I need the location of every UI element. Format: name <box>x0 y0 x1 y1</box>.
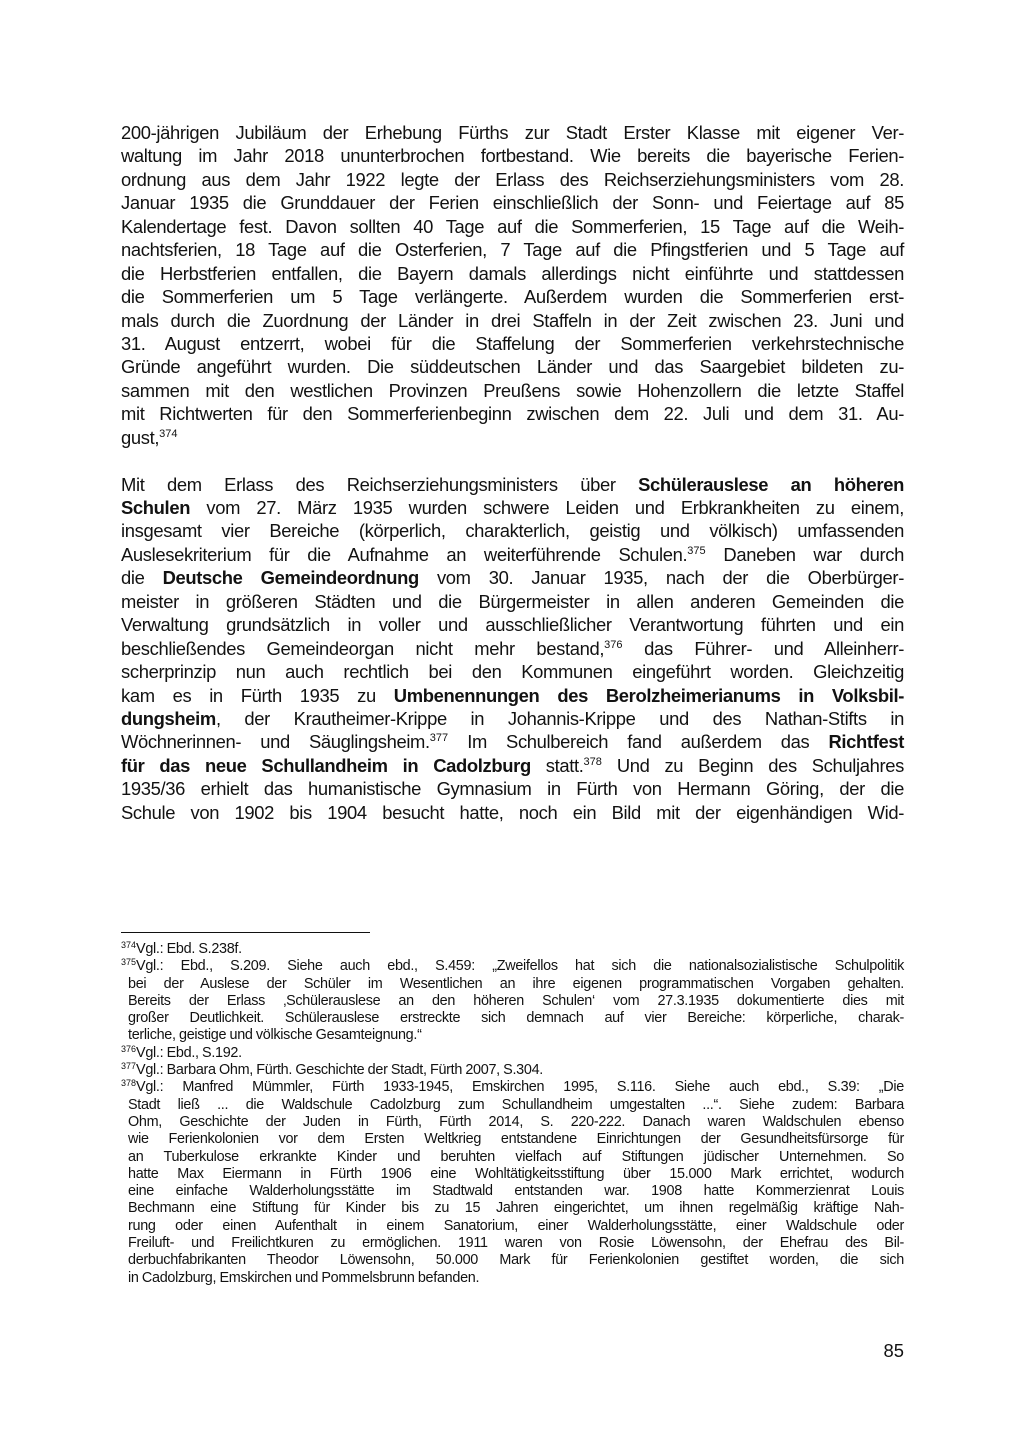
footnote-text: derbuchfabrikanten Theodor Löwensohn, 50.000 Mark für Ferienkolonien gestiftet worden, die sich <box>128 1252 904 1269</box>
text-line <box>121 285 904 308</box>
footnote-377 <box>121 1062 904 1079</box>
footnote-line <box>121 1252 904 1269</box>
footnote-ref[interactable]: 378 <box>583 755 602 768</box>
footnote-line <box>121 941 904 958</box>
text-line <box>121 590 904 613</box>
footnote-line <box>121 1270 904 1287</box>
footnote-text: Vgl.: Ebd. S.238f. <box>136 941 242 957</box>
footnote-375 <box>121 958 904 1044</box>
footnote-line <box>121 1218 904 1235</box>
text-run: gust, <box>121 426 160 448</box>
footnote-ref[interactable]: 377 <box>429 732 449 745</box>
text-run: Auslesekriterium für die Aufnahme an weiterführende Schulen. <box>121 543 688 565</box>
text-line <box>121 730 904 753</box>
text-run: die <box>121 567 163 589</box>
text-run: beschließendes Gemeindeorgan nicht mehr bestand, <box>121 637 605 659</box>
footnote-line <box>121 1200 904 1217</box>
footnote-text: Vgl.: Manfred Mümmler, Fürth 1933-1945, Emskirchen 1995, S.116. Siehe auch ebd., S.39: „Die <box>136 1079 904 1096</box>
text-run: Januar 1935 die Grunddauer der Ferien einschließlich der Sonn- und Feiertage auf 85 <box>121 192 904 214</box>
text-line <box>121 355 904 378</box>
footnote-line <box>121 1045 904 1062</box>
text-line <box>121 754 904 777</box>
footnote-text: Vgl.: Ebd., S.192. <box>136 1044 242 1061</box>
text-run: Mit dem Erlass des Reichserziehungsministers über <box>121 473 639 495</box>
text-line <box>121 519 904 542</box>
footnote-number: 377 <box>121 1061 137 1072</box>
footnote-378 <box>121 1079 904 1287</box>
footnote-text: rung oder einen Aufenthalt in einem Sanatorium, einer Walderholungsstätte, einer Waldschule oder <box>128 1217 904 1234</box>
text-run: scherprinzip nun auch rechtlich bei den Kommunen eingeführt worden. Gleichzeitig <box>121 661 904 683</box>
text-run: vom 30. Januar 1935, nach der die Oberbürger- <box>418 567 904 589</box>
text-line <box>121 309 904 332</box>
bold-term: Schulen <box>121 497 191 518</box>
bold-term: Schülerauslese an höheren <box>638 473 904 495</box>
footnote-text: terliche, geistige und völkische Gesamteignung.“ <box>128 1027 422 1044</box>
footnote-line <box>121 1062 904 1079</box>
footnote-text: Ohm, Geschichte der Juden in Fürth, Fürth 2014, S. 220-222. Danach waren Waldschulen ebenso <box>128 1113 904 1130</box>
bold-term: dungsheim <box>121 707 216 729</box>
footnote-text: an Tuberkulose erkrankte Kinder und beruhten vielfach auf Stiftungen jüdischer Unternehmen. So <box>128 1148 904 1165</box>
text-line <box>121 801 904 824</box>
text-run: Im Schulbereich fand außerdem das <box>448 731 829 753</box>
text-run: sammen mit den westlichen Provinzen Preußens sowie Hohenzollern die letzte Staffel <box>121 379 904 401</box>
text-run: mit Richtwerten für den Sommerferienbeginn zwischen dem 22. Juli und dem 31. Au- <box>121 403 904 425</box>
text-run: vom 27. März 1935 wurden schwere Leiden und Erbkrankheiten zu einem, <box>190 497 904 518</box>
footnote-number: 375 <box>121 957 137 968</box>
text-line <box>121 168 904 191</box>
footnote-number: 378 <box>121 1078 137 1089</box>
footnote-text: Bereits der Erlass ‚Schülerauslese an den höheren Schulen‘ vom 27.3.1935 dokumentierte dies mit <box>128 992 904 1009</box>
footnote-line <box>121 993 904 1010</box>
footnote-line <box>121 1114 904 1131</box>
footnote-text: Stadt ließ ... die Waldschule Cadolzburg zum Schullandheim umgestalten ...“. Siehe zudem: Barbara <box>128 1096 904 1113</box>
footnote-text: bei der Auslese der Schüler im Wesentlichen an ihre eigenen programmatischen Vorgaben gehalten. <box>128 975 904 992</box>
footnote-text: Bechmann eine Stiftung für Kinder bis zu 15 Jahren eingerichtet, um ihnen regelmäßig kräftige Nah- <box>128 1200 904 1217</box>
text-run: Daneben war durch <box>705 543 904 565</box>
text-line <box>121 191 904 214</box>
text-line <box>121 566 904 589</box>
bold-term: Deutsche Gemeindeordnung <box>162 567 419 589</box>
text-line <box>121 121 904 144</box>
footnote-text: wie Ferienkolonien vor dem Ersten Weltkrieg entstandene Einrichtungen der Gesundheitsfürsorge für <box>128 1131 904 1148</box>
paragraph <box>121 121 904 449</box>
footnote-line <box>121 1027 904 1044</box>
footnote-line <box>121 1097 904 1114</box>
text-run: Verwaltung grundsätzlich in voller und ausschließlicher Verantwortung führten und ein <box>121 614 904 636</box>
footnote-line <box>121 1183 904 1200</box>
text-run: Wöchnerinnen- und Säuglingsheim. <box>121 731 430 753</box>
text-run: 200-jährigen Jubiläum der Erhebung Fürths zur Stadt Erster Klasse mit eigener Ver- <box>121 122 904 143</box>
footnote-374 <box>121 941 904 958</box>
footnote-number: 374 <box>121 940 137 950</box>
text-run: meister in größeren Städten und die Bürgermeister in allen anderen Gemeinden die <box>121 590 904 612</box>
bold-term: für das neue Schullandheim in Cadolzburg <box>121 754 531 776</box>
footnote-text: Freiluft- und Freilichtkuren zu ermöglichen. 1911 waren von Rosie Löwensohn, der Ehefrau des Bil- <box>128 1235 904 1252</box>
text-line <box>121 777 904 800</box>
footnote-line <box>121 958 904 975</box>
text-line <box>121 426 904 449</box>
text-run: die Sommerferien um 5 Tage verlängerte. Außerdem wurden die Sommerferien erst- <box>121 286 904 308</box>
text-run: Schule von 1902 bis 1904 besucht hatte, noch ein Bild mit der eigenhändigen Wid- <box>121 801 904 823</box>
text-line <box>121 660 904 683</box>
paragraph <box>121 473 904 825</box>
text-line <box>121 684 904 707</box>
text-run: 31. August entzerrt, wobei für die Staffelung der Sommerferien verkehrstechnische <box>121 332 904 354</box>
text-run: die Herbstferien entfallen, die Bayern damals allerdings nicht einführte und stattdessen <box>121 262 904 284</box>
footnote-line <box>121 976 904 993</box>
footnote-line <box>121 1166 904 1183</box>
text-line <box>121 238 904 261</box>
footnote-ref[interactable]: 374 <box>159 427 178 440</box>
text-line <box>121 215 904 238</box>
text-run: mals durch die Zuordnung der Länder in drei Staffeln in der Zeit zwischen 23. Juni und <box>121 309 904 331</box>
footnote-text: großer Deutlichkeit. Schülerauslese erstreckte sich demnach auf vier Bereiche: körperliche, charak- <box>128 1010 904 1027</box>
text-run: nachtsferien, 18 Tage auf die Osterferien, 7 Tage auf die Pfingstferien und 5 Tage auf <box>121 239 904 261</box>
text-line <box>121 332 904 355</box>
footnote-line <box>121 1010 904 1027</box>
text-run: das Führer- und Alleinherr- <box>622 637 904 659</box>
footnote-376 <box>121 1045 904 1062</box>
text-run: , der Krautheimer-Krippe in Johannis-Krippe und des Nathan-Stifts in <box>215 707 904 729</box>
footnote-line <box>121 1079 904 1096</box>
text-run: Kalendertage fest. Davon sollten 40 Tage auf die Sommerferien, 15 Tage auf die Weih- <box>121 215 904 237</box>
text-line <box>121 707 904 730</box>
bold-term: Richtfest <box>828 731 904 753</box>
footnote-text: Vgl.: Ebd., S.209. Siehe auch ebd., S.459: „Zweifellos hat sich die nationalsozialistische Schulpolitik <box>136 958 904 975</box>
text-line <box>121 402 904 425</box>
text-run: waltung im Jahr 2018 ununterbrochen fortbestand. Wie bereits die bayerische Ferien- <box>121 145 904 167</box>
footnote-ref[interactable]: 376 <box>604 638 623 651</box>
text-run: kam es in Fürth 1935 zu <box>121 684 394 706</box>
footnote-text: eine einfache Walderholungsstätte im Stadtwald entstanden war. 1908 hatte Kommerzienrat Louis <box>128 1183 904 1200</box>
text-line <box>121 379 904 402</box>
footnote-ref[interactable]: 375 <box>687 544 706 557</box>
footnote-line <box>121 1131 904 1148</box>
text-line <box>121 637 904 660</box>
footnotes <box>121 941 904 1287</box>
text-run: statt. <box>530 754 584 776</box>
text-run: Gründe angeführt wurden. Die süddeutschen Länder und das Saargebiet bildeten zu- <box>121 356 904 378</box>
footnote-line <box>121 1149 904 1166</box>
text-line <box>121 473 904 496</box>
main-text <box>121 121 904 824</box>
text-line <box>121 543 904 566</box>
text-line <box>121 262 904 285</box>
footnote-text: Vgl.: Barbara Ohm, Fürth. Geschichte der Stadt, Fürth 2007, S.304. <box>136 1062 543 1079</box>
page-number: 85 <box>883 1340 904 1361</box>
text-run: insgesamt vier Bereiche (körperlich, charakterlich, geistig und völkisch) umfassenden <box>121 520 904 542</box>
footnote-text: in Cadolzburg, Emskirchen und Pommelsbrunn befanden. <box>128 1269 480 1286</box>
text-run: 1935/36 erhielt das humanistische Gymnasium in Fürth von Hermann Göring, der die <box>121 778 904 800</box>
bold-term: Umbenennungen des Berolzheimerianums in Volksbil- <box>393 684 905 706</box>
footnote-number: 376 <box>121 1043 137 1054</box>
text-run: ordnung aus dem Jahr 1922 legte der Erlass des Reichserziehungsministers vom 28. <box>121 168 904 190</box>
text-line <box>121 496 904 519</box>
text-run: Und zu Beginn des Schuljahres <box>601 754 904 776</box>
footnote-separator <box>121 932 370 933</box>
text-line <box>121 144 904 167</box>
footnote-text: hatte Max Eiermann in Fürth 1906 eine Wohltätigkeitsstiftung über 15.000 Mark errichtet, wodurch <box>128 1165 904 1182</box>
footnote-line <box>121 1235 904 1252</box>
text-line <box>121 613 904 636</box>
